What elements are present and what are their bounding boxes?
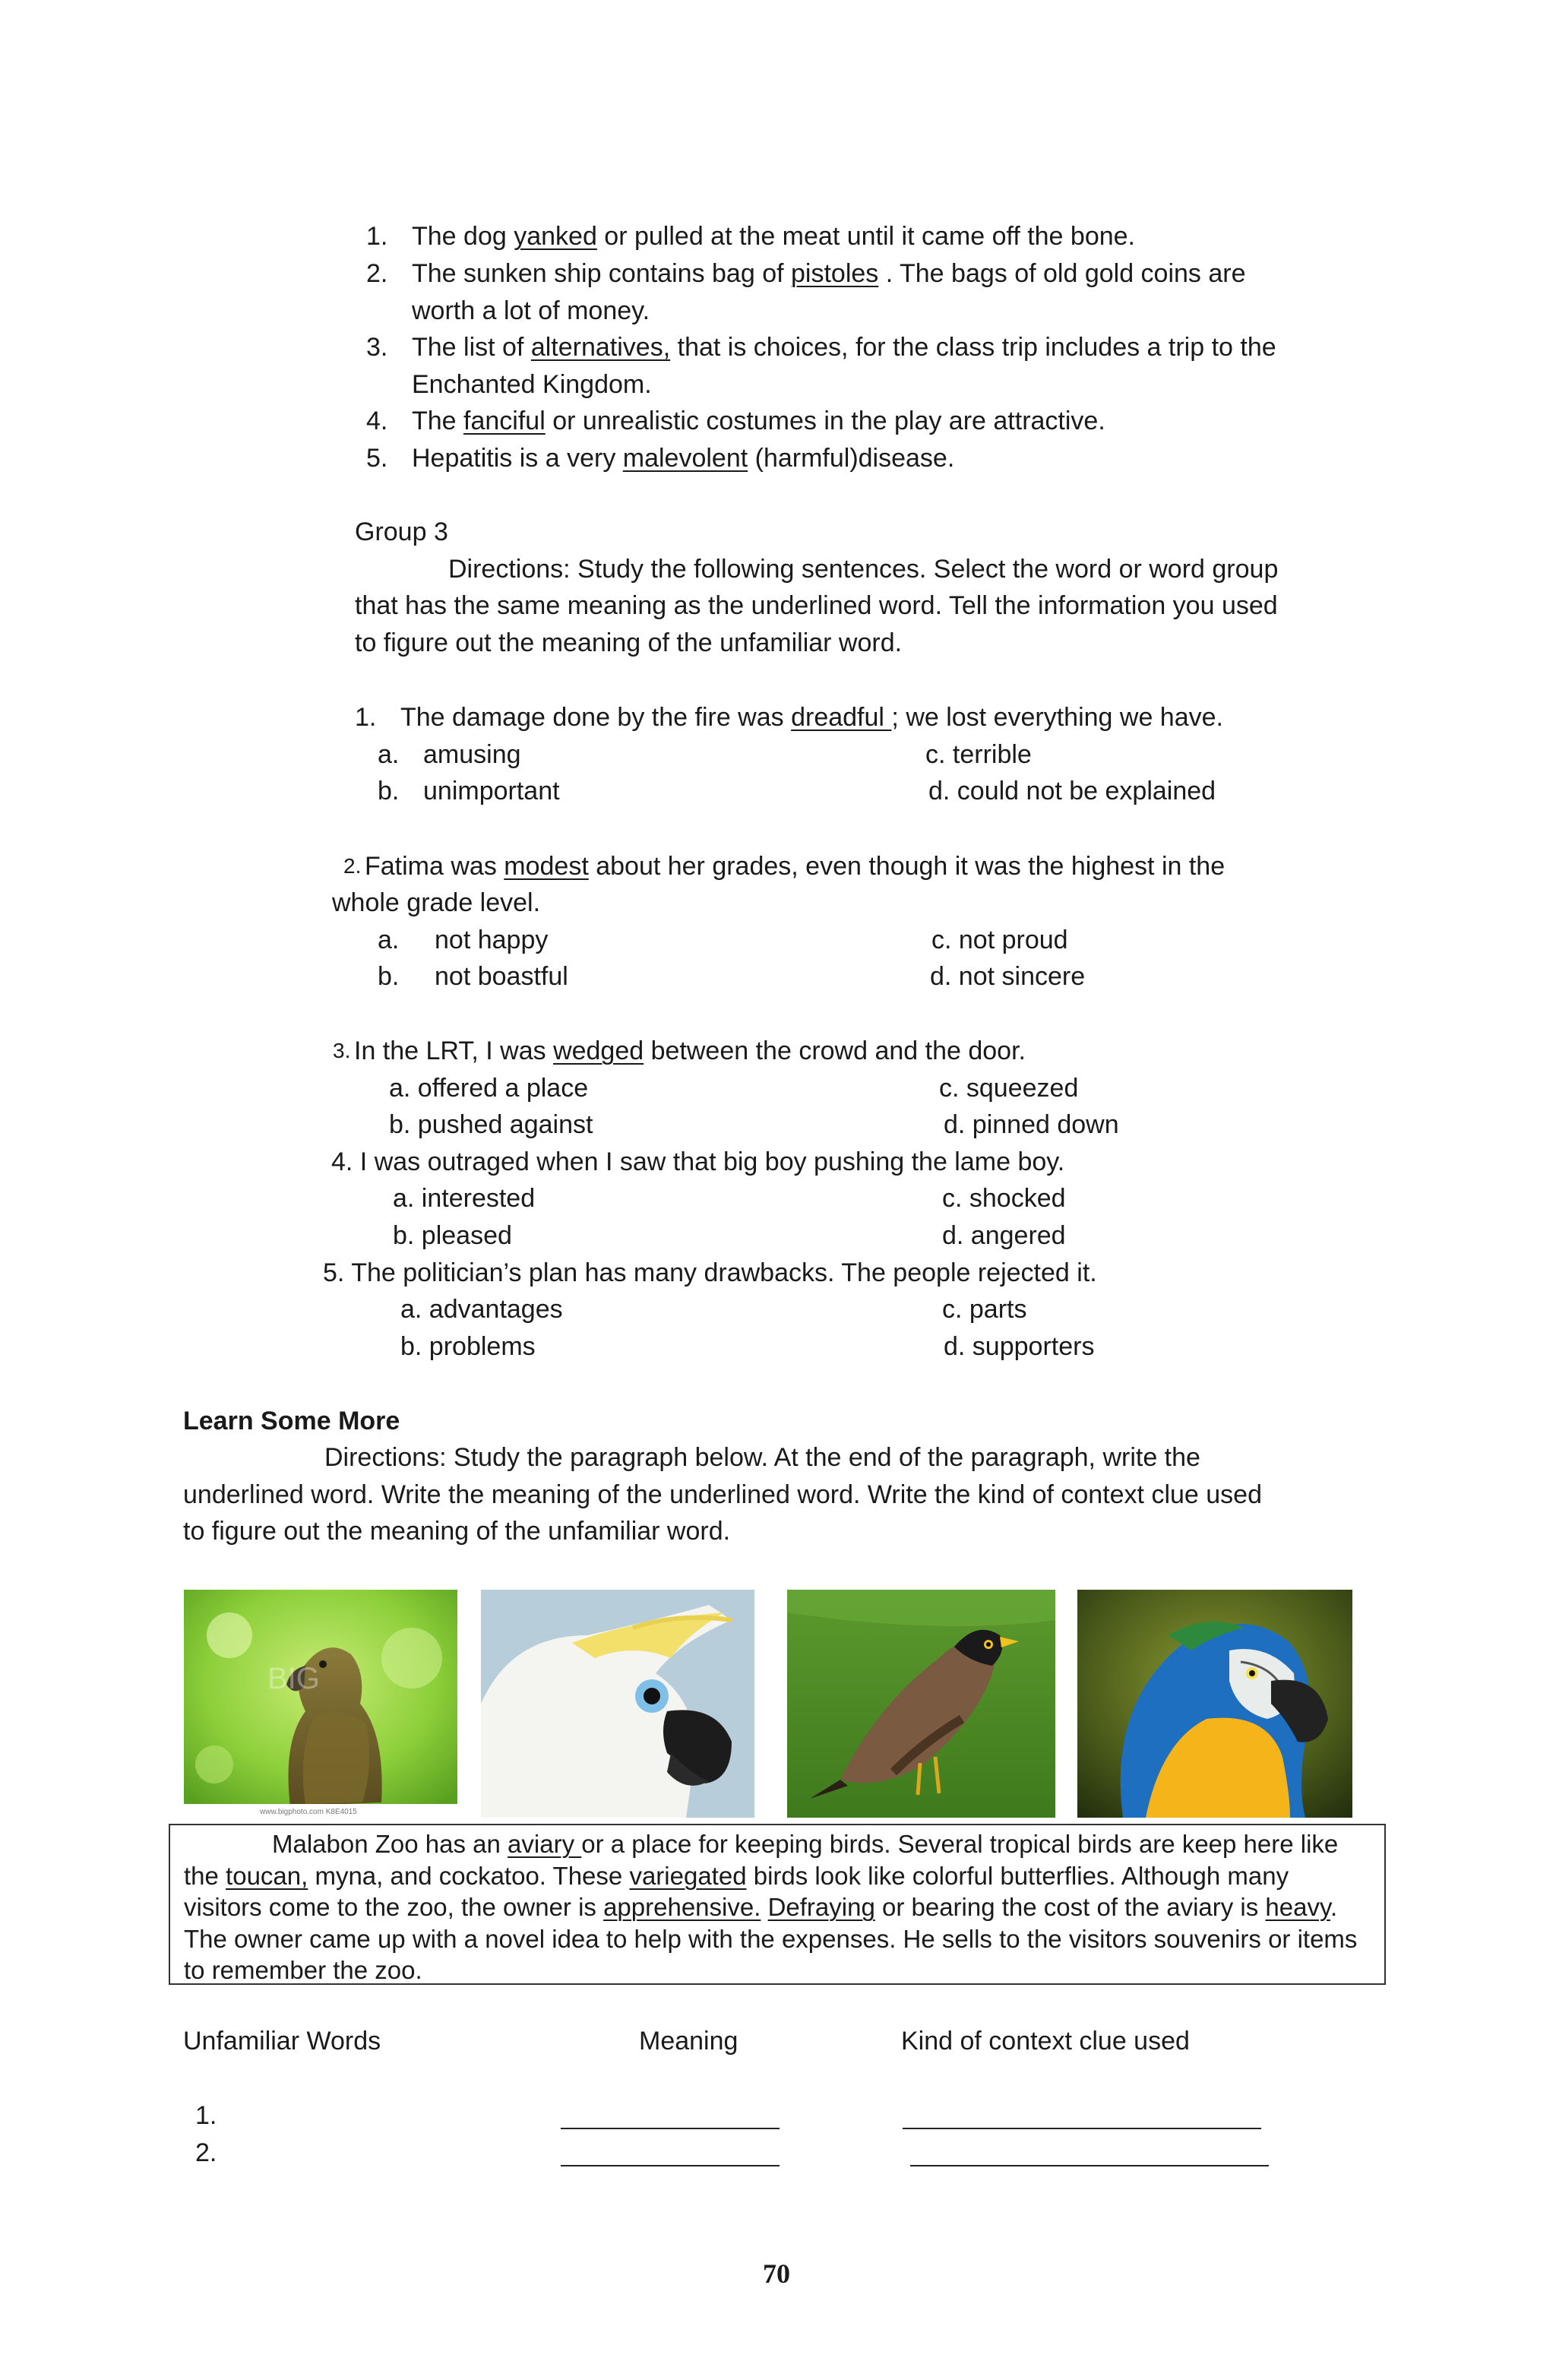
choice-label: a.	[378, 740, 400, 769]
page-number: 70	[763, 2258, 790, 2289]
choice: not boastful	[435, 962, 568, 991]
choice: c. parts	[942, 1295, 1027, 1324]
question-text: 5. The politician’s plan has many drawbacks. The people rejected it.	[323, 1258, 1097, 1287]
underlined-word: aviary	[508, 1830, 582, 1858]
photo-caption: www.bigphoto.com K8E4015	[260, 1808, 357, 1816]
row-number: 2.	[195, 2138, 217, 2167]
column-header: Kind of context clue used	[901, 2027, 1190, 2056]
row-number: 1.	[195, 2101, 217, 2130]
list-item-continuation: Enchanted Kingdom.	[412, 370, 652, 399]
myna-photo	[787, 1590, 1055, 1818]
kea-parrot-photo	[184, 1590, 457, 1818]
section-heading: Group 3	[355, 517, 448, 546]
choice: c. not proud	[931, 926, 1068, 954]
underlined-word: wedged	[553, 1037, 644, 1065]
underlined-word: alternatives,	[530, 333, 671, 362]
question-text: The damage done by the fire was dreadful ; we lost everything we have.	[400, 703, 1223, 732]
directions-line: Directions: Study the paragraph below. At the end of the paragraph, write the	[324, 1443, 1200, 1472]
question-continuation: whole grade level.	[332, 888, 541, 917]
clue-answer-line[interactable]	[910, 2165, 1269, 2166]
choice: a. offered a place	[389, 1074, 589, 1103]
list-item: 4.	[366, 407, 388, 435]
underlined-word: Defraying	[767, 1893, 875, 1921]
underlined-word: heavy	[1265, 1893, 1331, 1921]
underlined-word: fanciful	[463, 407, 546, 435]
choice: c. squeezed	[939, 1074, 1079, 1103]
question-text: 4. I was outraged when I saw that big boy pushing the lame boy.	[331, 1147, 1065, 1176]
list-item-text: The dog yanked or pulled at the meat until it came off the bone.	[412, 222, 1135, 251]
list-item-text: Hepatitis is a very malevolent (harmful)disease.	[412, 444, 955, 473]
directions-line: that has the same meaning as the underlined word. Tell the information you used	[355, 591, 1278, 620]
list-item-text: The fanciful or unrealistic costumes in the play are attractive.	[412, 407, 1105, 435]
choice: amusing	[423, 740, 521, 769]
choice-label: b.	[378, 777, 400, 805]
choice: c. shocked	[942, 1184, 1066, 1213]
choice: a. interested	[393, 1184, 536, 1213]
directions-line: to figure out the meaning of the unfamiliar word.	[183, 1517, 731, 1546]
list-item: 3.	[366, 333, 388, 362]
underlined-word: apprehensive.	[603, 1893, 761, 1921]
choice: d. could not be explained	[928, 777, 1216, 805]
choice: d. pinned down	[944, 1110, 1119, 1139]
photo-watermark: BIG	[267, 1662, 320, 1695]
list-item: 5.	[366, 444, 388, 473]
choice-label: a.	[378, 926, 400, 954]
choice: b. pushed against	[389, 1110, 593, 1139]
section-heading: Learn Some More	[183, 1407, 400, 1435]
choice: unimportant	[423, 777, 560, 805]
choice: d. angered	[942, 1221, 1066, 1250]
choice: d. not sincere	[930, 962, 1086, 991]
question-number: 3.	[333, 1039, 351, 1062]
choice: b. problems	[400, 1332, 536, 1361]
cockatoo-photo	[481, 1590, 754, 1818]
underlined-word: toucan,	[226, 1861, 308, 1890]
choice: not happy	[435, 926, 549, 954]
list-item: 2.	[366, 259, 388, 288]
list-item-text: The sunken ship contains bag of pistoles . The bags of old gold coins are	[412, 259, 1246, 288]
clue-answer-line[interactable]	[903, 2128, 1261, 2129]
choice: c. terrible	[925, 740, 1032, 769]
underlined-word: variegated	[629, 1861, 747, 1890]
underlined-word: dreadful	[791, 703, 892, 732]
underlined-word: pistoles	[791, 259, 879, 288]
choice: a. advantages	[400, 1295, 563, 1324]
directions-line: Directions: Study the following sentences. Select the word or word group	[448, 555, 1279, 584]
directions-line: underlined word. Write the meaning of the underlined word. Write the kind of context clue used	[183, 1480, 1262, 1509]
macaw-photo	[1077, 1590, 1352, 1818]
meaning-answer-line[interactable]	[561, 2165, 780, 2166]
choice: d. supporters	[944, 1332, 1095, 1361]
question-number: 2.	[343, 854, 362, 878]
list-item-continuation: worth a lot of money.	[412, 296, 650, 325]
choice: b. pleased	[393, 1221, 512, 1250]
paragraph-box: Malabon Zoo has an aviary or a place for keeping birds. Several tropical birds are keep here like the toucan, myna, and cockatoo. These variegated birds look like colorful butterflies. Although many visitors come to the zoo, the owner is apprehensive. Defraying or bearing the cost of the aviary is heavy. The owner came up with a novel idea to help with the expenses. He sells to the visitors souvenirs or items to remember the zoo.	[169, 1824, 1386, 1985]
list-item-text: The list of alternatives, that is choices, for the class trip includes a trip to the	[412, 333, 1276, 362]
meaning-answer-line[interactable]	[561, 2128, 780, 2129]
choice-label: b.	[378, 962, 400, 991]
column-header: Meaning	[639, 2027, 738, 2056]
question-text: Fatima was modest about her grades, even though it was the highest in the	[365, 852, 1226, 881]
underlined-word: modest	[504, 852, 589, 881]
underlined-word: malevolent	[622, 444, 748, 473]
question-text: In the LRT, I was wedged between the crowd and the door.	[354, 1037, 1026, 1065]
question-number: 1.	[355, 703, 377, 732]
column-header: Unfamiliar Words	[183, 2027, 381, 2056]
list-item: 1.	[366, 222, 388, 251]
directions-line: to figure out the meaning of the unfamiliar word.	[355, 628, 903, 657]
underlined-word: yanked	[514, 222, 597, 251]
